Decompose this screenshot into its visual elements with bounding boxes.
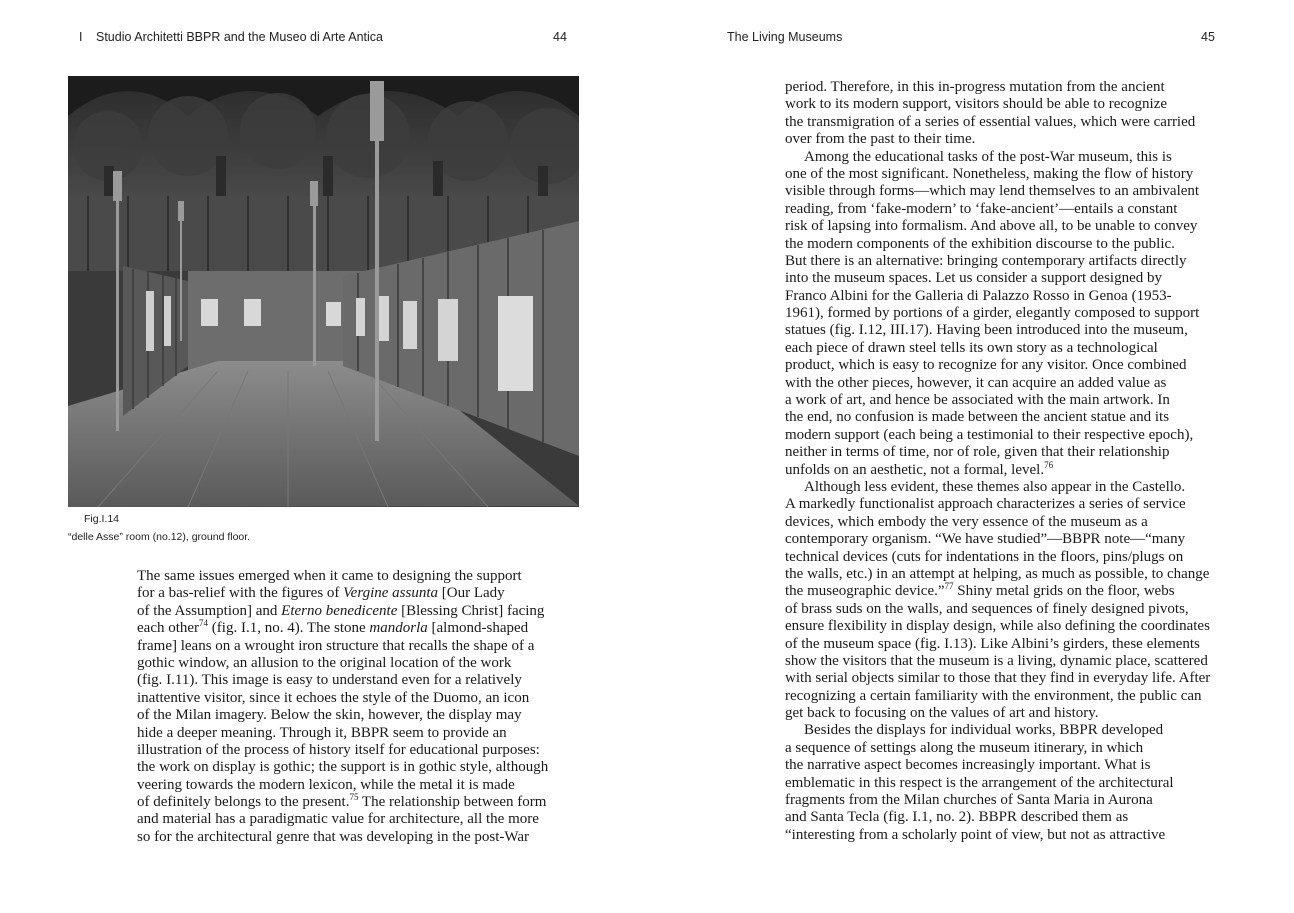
text-line (137, 759, 548, 776)
text-line (785, 253, 1210, 270)
text-run: and Santa Tecla (fig. I.1, no. 2). BBPR described them as (785, 809, 1129, 826)
text-line (137, 568, 548, 585)
text-line (785, 757, 1210, 774)
text-line (137, 811, 548, 828)
text-run: frame] leans on a wrought iron structure that recalls the shape of a (137, 637, 535, 654)
text-line (785, 722, 1210, 739)
text-line (785, 459, 1210, 479)
text-line (785, 496, 1210, 513)
text-run: Although less evident, these themes also appear in the Castello. (804, 478, 1186, 495)
text-run: the work on display is gothic; the support is in gothic style, although (137, 759, 549, 776)
text-run: each other (137, 620, 200, 637)
section-marker: I (79, 30, 83, 44)
text-run: devices, which embody the very essence of the museum as a (785, 513, 1148, 530)
text-line (785, 601, 1210, 618)
text-run: with the other pieces, however, it can acquire an added value as (785, 374, 1167, 391)
text-line (785, 827, 1210, 844)
text-line (785, 79, 1210, 96)
footnote-ref: 77 (944, 581, 954, 592)
text-line (785, 653, 1210, 670)
text-line (137, 725, 548, 742)
text-line (785, 809, 1210, 826)
text-line (785, 236, 1210, 253)
text-line (785, 688, 1210, 705)
text-run: hide a deeper meaning. Through it, BBPR seem to provide an (137, 724, 507, 741)
text-line (785, 218, 1210, 235)
text-run: the end, no confusion is made between the ancient statue and its (785, 409, 1170, 426)
text-line (785, 583, 1210, 600)
text-line (785, 514, 1210, 531)
text-run: mandorla (369, 620, 428, 637)
text-run: fragments from the Milan churches of Santa Maria in Aurona (785, 792, 1153, 809)
text-line (785, 479, 1210, 496)
text-run: A markedly functionalist approach characterizes a series of service (785, 496, 1186, 513)
text-line (137, 585, 548, 602)
text-run: “interesting from a scholarly point of view, but not as attractive (785, 826, 1166, 843)
text-line (785, 444, 1210, 461)
text-run: product, which is easy to recognize for any visitor. Once combined (785, 357, 1187, 374)
text-line (137, 672, 548, 689)
text-line (785, 392, 1210, 409)
figure-label: Fig.I.14 (84, 513, 120, 525)
page-number-left: 44 (553, 30, 567, 44)
text-run: the museographic device.” (785, 583, 945, 600)
text-run: reading, from ‘fake-modern’ to ‘fake-ancient’—entails a constant (785, 200, 1178, 217)
text-line (785, 549, 1210, 566)
text-run: of the Assumption] and (137, 602, 282, 619)
text-line (137, 777, 548, 794)
text-line (785, 340, 1210, 357)
text-run: Franco Albini for the Galleria di Palazzo Rosso in Genoa (1953- (785, 287, 1172, 304)
text-line (137, 655, 548, 672)
text-run: get back to focusing on the values of art and history. (785, 705, 1099, 722)
text-run: each piece of drawn steel tells its own story as a technological (785, 339, 1158, 356)
text-run: and material has a paradigmatic value for architecture, all the more (137, 811, 539, 828)
text-line (785, 305, 1210, 322)
text-run: one of the most significant. Nonetheless, making the flow of history (785, 165, 1194, 182)
text-line (785, 131, 1210, 148)
text-run: unfolds on an aesthetic, not a formal, level. (785, 461, 1045, 478)
text-line (785, 566, 1210, 583)
text-run: visible through forms—which may lend themselves to an ambivalent (785, 183, 1200, 200)
text-run: the walls, etc.) in an attempt at helping, as much as possible, to change (785, 565, 1210, 582)
running-head-right: The Living Museums (727, 30, 843, 44)
text-run: work to its modern support, visitors should be able to recognize (785, 96, 1168, 113)
text-line (785, 183, 1210, 200)
text-line (137, 829, 548, 846)
text-line (137, 620, 548, 637)
footnote-ref: 76 (1044, 459, 1054, 470)
footnote-ref: 75 (349, 792, 359, 803)
text-line (785, 288, 1210, 305)
body-text-right (785, 79, 1210, 844)
text-line (785, 149, 1210, 166)
text-line (137, 707, 548, 724)
text-line (785, 409, 1210, 426)
text-run: a work of art, and hence be associated with the main artwork. In (785, 392, 1170, 409)
text-run: the transmigration of a series of essential values, which were carried (785, 113, 1196, 130)
text-run: of the Milan imagery. Below the skin, however, the display may (137, 707, 522, 724)
text-line (785, 166, 1210, 183)
text-run: period. Therefore, in this in-progress mutation from the ancient (785, 79, 1165, 95)
text-run: veering towards the modern lexicon, while the metal it is made (137, 776, 515, 793)
page-number-right: 45 (1201, 30, 1215, 44)
text-line (785, 670, 1210, 687)
running-head-left: Studio Architetti BBPR and the Museo di Arte Antica (96, 30, 383, 44)
text-line (785, 531, 1210, 548)
text-run: [Blessing Christ] facing (397, 602, 545, 619)
text-run: Eterno benedicente (281, 602, 398, 619)
text-run: risk of lapsing into formalism. And above all, to be unable to convey (785, 218, 1198, 235)
text-line (137, 638, 548, 655)
text-run: [Our Lady (438, 585, 505, 602)
text-run: gothic window, an allusion to the original location of the work (137, 654, 512, 671)
text-line (785, 792, 1210, 809)
text-run: a sequence of settings along the museum itinerary, in which (785, 739, 1144, 756)
text-line (785, 427, 1210, 444)
text-line (785, 114, 1210, 131)
body-text-left (137, 568, 548, 846)
text-line (137, 794, 548, 811)
text-line (785, 618, 1210, 635)
text-run: (fig. I.11). This image is easy to understand even for a relatively (137, 672, 522, 689)
figure-caption: “delle Asse” room (no.12), ground floor. (68, 531, 251, 543)
text-run: [almond-shaped (427, 620, 529, 637)
text-run: the modern components of the exhibition discourse to the public. (785, 235, 1175, 252)
text-line (785, 740, 1210, 757)
text-run: over from the past to their time. (785, 131, 976, 148)
text-line (785, 636, 1210, 653)
text-run: (fig. I.1, no. 4). The stone (208, 620, 370, 637)
text-line (785, 357, 1210, 374)
text-run: with serial objects similar to those that they find in everyday life. After (785, 670, 1211, 687)
text-line (137, 690, 548, 707)
text-run: inattentive visitor, since it echoes the style of the Duomo, an icon (137, 689, 530, 706)
text-run: into the museum spaces. Let us consider a support designed by (785, 270, 1163, 287)
text-line (137, 742, 548, 759)
text-run: statues (fig. I.12, III.17). Having been introduced into the museum, (785, 322, 1188, 339)
text-run: show the visitors that the museum is a living, dynamic place, scattered (785, 652, 1208, 669)
text-run: Vergine assunta (343, 585, 439, 602)
text-run: Among the educational tasks of the post-War museum, this is (804, 148, 1172, 165)
text-run: The same issues emerged when it came to designing the support (137, 568, 522, 584)
text-run: Besides the displays for individual works, BBPR developed (804, 722, 1164, 739)
text-run: the narrative aspect becomes increasingly important. What is (785, 757, 1151, 774)
text-run: of brass suds on the walls, and sequences of finely designed pivots, (785, 600, 1189, 617)
text-run: for a bas-relief with the figures of (137, 585, 344, 602)
text-run: technical devices (cuts for indentations in the floors, pins/plugs on (785, 548, 1184, 565)
text-line (785, 322, 1210, 339)
text-run: The relationship between form (358, 794, 547, 811)
exhibition-room-photo (68, 76, 579, 507)
text-run: modern support (each being a testimonial to their respective epoch), (785, 426, 1194, 443)
text-run: ensure flexibility in display design, while also defining the coordinates (785, 618, 1210, 635)
footnote-ref: 74 (199, 618, 209, 629)
text-run: illustration of the process of history itself for educational purposes: (137, 741, 540, 758)
text-run: neither in terms of time, nor of role, given that their relationship (785, 444, 1170, 461)
text-line (785, 775, 1210, 792)
text-run: 1961), formed by portions of a girder, elegantly composed to support (785, 305, 1200, 322)
text-line (785, 96, 1210, 113)
text-run: of definitely belongs to the present. (137, 794, 350, 811)
text-line (785, 375, 1210, 392)
text-run: recognizing a certain familiarity with the environment, the public can (785, 687, 1202, 704)
text-line (785, 270, 1210, 287)
text-run: Shiny metal grids on the floor, webs (953, 583, 1175, 600)
text-line (785, 705, 1210, 722)
text-run: But there is an alternative: bringing contemporary artifacts directly (785, 252, 1187, 269)
text-run: of the museum space (fig. I.13). Like Albini’s girders, these elements (785, 635, 1200, 652)
text-run: contemporary organism. “We have studied”—BBPR note—“many (785, 531, 1186, 548)
text-line (785, 201, 1210, 218)
text-run: so for the architectural genre that was developing in the post-War (137, 828, 529, 845)
text-run: emblematic in this respect is the arrangement of the architectural (785, 774, 1174, 791)
